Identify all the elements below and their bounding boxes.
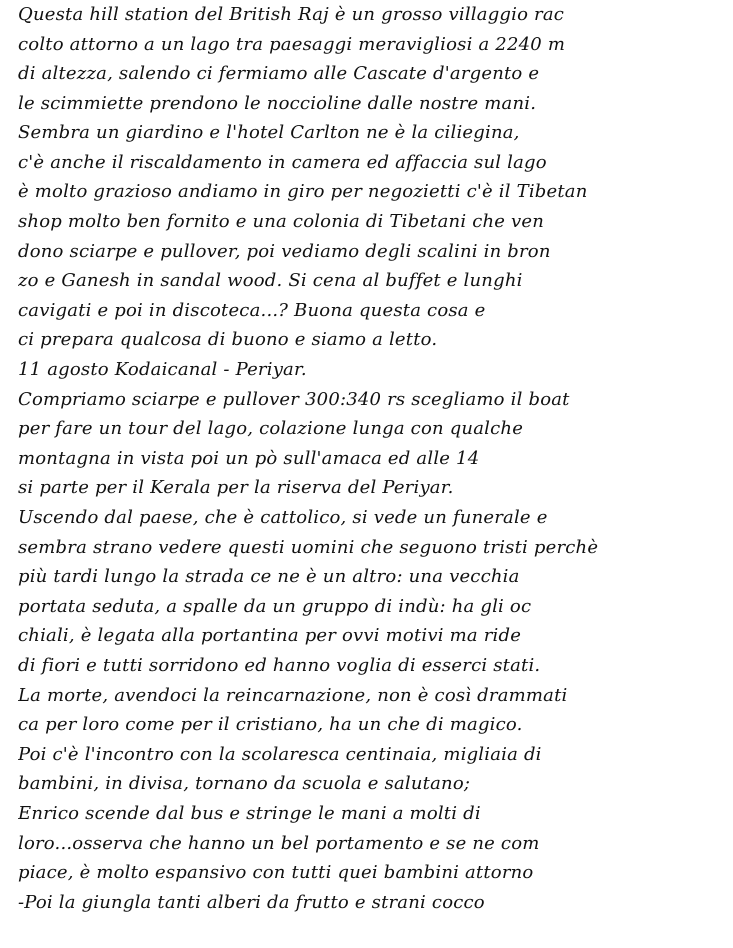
text-line: ca per loro come per il cristiano, ha un che di magico. (18, 714, 523, 735)
text-line: ci prepara qualcosa di buono e siamo a letto. (18, 329, 438, 350)
text-line: Uscendo dal paese, che è cattolico, si vede un funerale e (18, 507, 548, 528)
text-line: loro...osserva che hanno un bel portamento e se ne com (18, 833, 540, 854)
text-line: più tardi lungo la strada ce ne è un altro: una vecchia (18, 566, 520, 587)
text-line: cavigati e poi in discoteca...? Buona questa cosa e (18, 300, 486, 321)
text-line: di altezza, salendo ci fermiamo alle Cascate d'argento e (18, 63, 540, 84)
text-line: La morte, avendoci la reincarnazione, non è così drammati (18, 685, 568, 706)
text-line: c'è anche il riscaldamento in camera ed affaccia sul lago (18, 152, 547, 173)
text-line: colto attorno a un lago tra paesaggi meravigliosi a 2240 m (18, 34, 566, 55)
text-line: si parte per il Kerala per la riserva del Periyar. (18, 477, 454, 498)
text-line: per fare un tour del lago, colazione lunga con qualche (18, 418, 524, 439)
text-line: Poi c'è l'incontro con la scolaresca centinaia, migliaia di (18, 744, 542, 765)
text-line: montagna in vista poi un pò sull'amaca ed alle 14 (18, 448, 480, 469)
text-line: di fiori e tutti sorridono ed hanno voglia di esserci stati. (18, 655, 541, 676)
text-line: è molto grazioso andiamo in giro per negozietti c'è il Tibetan (18, 181, 588, 202)
text-line: dono sciarpe e pullover, poi vediamo degli scalini in bron (18, 241, 551, 262)
text-line: piace, è molto espansivo con tutti quei bambini attorno (18, 862, 534, 883)
text-line: bambini, in divisa, tornano da scuola e salutano; (18, 773, 471, 794)
text-line: zo e Ganesh in sandal wood. Si cena al buffet e lunghi (18, 270, 523, 291)
text-line: shop molto ben fornito e una colonia di Tibetani che ven (18, 211, 545, 232)
text-line: chiali, è legata alla portantina per ovvi motivi ma ride (18, 625, 522, 646)
text-line: Compriamo sciarpe e pullover 300:340 rs scegliamo il boat (18, 389, 570, 410)
text-line: Questa hill station del British Raj è un grosso villaggio rac (18, 4, 565, 25)
text-line: Sembra un giardino e l'hotel Carlton ne è la ciliegina, (18, 122, 520, 143)
text-line: sembra strano vedere questi uomini che seguono tristi perchè (18, 537, 599, 558)
text-line: -Poi la giungla tanti alberi da frutto e strani cocco (18, 892, 485, 913)
text-line: Enrico scende dal bus e stringe le mani a molti di (18, 803, 481, 824)
text-line: 11 agosto Kodaicanal - Periyar. (18, 359, 307, 380)
text-line: portata seduta, a spalle da un gruppo di indù: ha gli oc (18, 596, 532, 617)
text-line: le scimmiette prendono le noccioline dalle nostre mani. (18, 93, 537, 114)
